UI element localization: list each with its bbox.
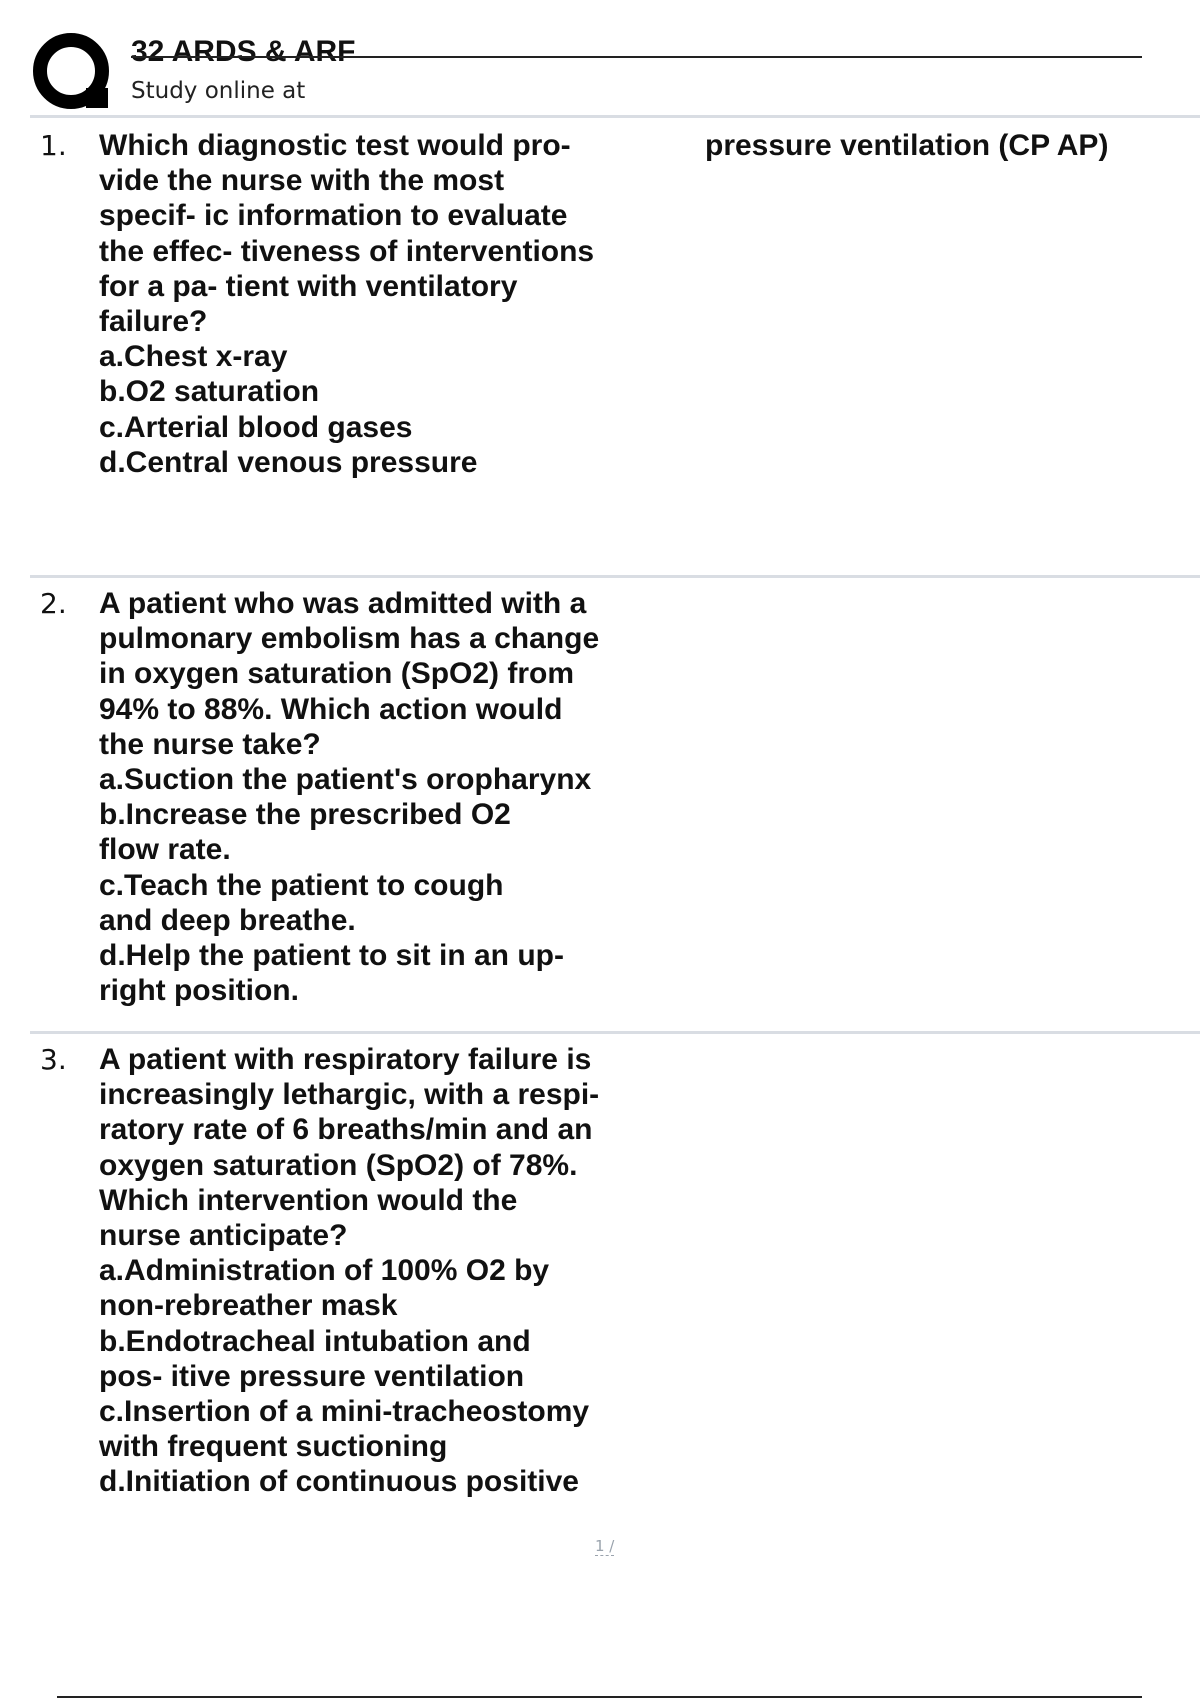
answer-column-text: pressure ventilation (CP AP) <box>705 129 1109 162</box>
answer-option: pos- itive pressure ventilation <box>99 1359 525 1393</box>
question-text <box>99 586 699 1008</box>
question-line: A patient with respiratory failure is <box>99 1043 592 1076</box>
question-line: Which intervention would the <box>99 1183 518 1217</box>
question-line: increasingly lethargic, with a respi- <box>99 1078 600 1112</box>
question-line: specif- ic information to evaluate <box>99 199 568 233</box>
question-line: the effec- tiveness of interventions <box>99 234 595 268</box>
question-line: pulmonary embolism has a change <box>99 622 600 656</box>
answer-option: c.Teach the patient to cough <box>99 868 504 902</box>
question-line: oxygen saturation (SpO2) of 78%. <box>99 1148 578 1182</box>
question-line: vide the nurse with the most <box>99 164 505 198</box>
answer-option: a.Chest x-ray <box>99 340 288 374</box>
question-line: in oxygen saturation (SpO2) from <box>99 657 575 691</box>
question-line: for a pa- tient with ventilatory <box>99 269 518 303</box>
answer-option: d.Central venous pressure <box>99 445 478 479</box>
question-line: 94% to 88%. Which action would <box>99 692 563 726</box>
answer-option: and deep breathe. <box>99 903 356 937</box>
question-number: 3. <box>40 1043 67 1076</box>
question-line: failure? <box>99 305 208 339</box>
answer-option: right position. <box>99 974 299 1008</box>
divider <box>30 1031 1200 1034</box>
answer-option: b.Increase the prescribed O2 <box>99 798 511 832</box>
page-subtitle: Study online at <box>131 78 306 104</box>
page-number: 1 / <box>595 1537 615 1555</box>
question-number: 1. <box>40 129 67 162</box>
answer-option: non-rebreather mask <box>99 1289 398 1323</box>
question-text <box>99 128 699 480</box>
answer-option: c.Insertion of a mini-tracheostomy <box>99 1395 590 1429</box>
divider <box>30 575 1200 578</box>
answer-option: with frequent suctioning <box>99 1430 448 1464</box>
question-number: 2. <box>40 587 67 620</box>
divider <box>30 115 1200 118</box>
q-logo-icon <box>32 32 110 110</box>
question-line: Which diagnostic test would pro- <box>99 129 571 162</box>
question-text <box>99 1042 699 1500</box>
question-line: nurse anticipate? <box>99 1219 348 1253</box>
question-line: the nurse take? <box>99 727 321 761</box>
footer-rule <box>57 1696 1142 1698</box>
question-line: A patient who was admitted with a <box>99 587 587 620</box>
answer-option: b.Endotracheal intubation and <box>99 1324 531 1358</box>
answer-option: flow rate. <box>99 833 231 867</box>
answer-option: a.Suction the patient's oropharynx <box>99 763 592 797</box>
page-title: 32 ARDS & ARF <box>131 35 356 68</box>
question-line: ratory rate of 6 breaths/min and an <box>99 1113 593 1147</box>
answer-option: a.Administration of 100% O2 by <box>99 1254 550 1288</box>
answer-option: c.Arterial blood gases <box>99 410 413 444</box>
header-rule <box>131 56 1142 58</box>
answer-option: b.O2 saturation <box>99 375 320 409</box>
answer-option: d.Initiation of continuous positive <box>99 1465 579 1499</box>
answer-option: d.Help the patient to sit in an up- <box>99 939 564 973</box>
